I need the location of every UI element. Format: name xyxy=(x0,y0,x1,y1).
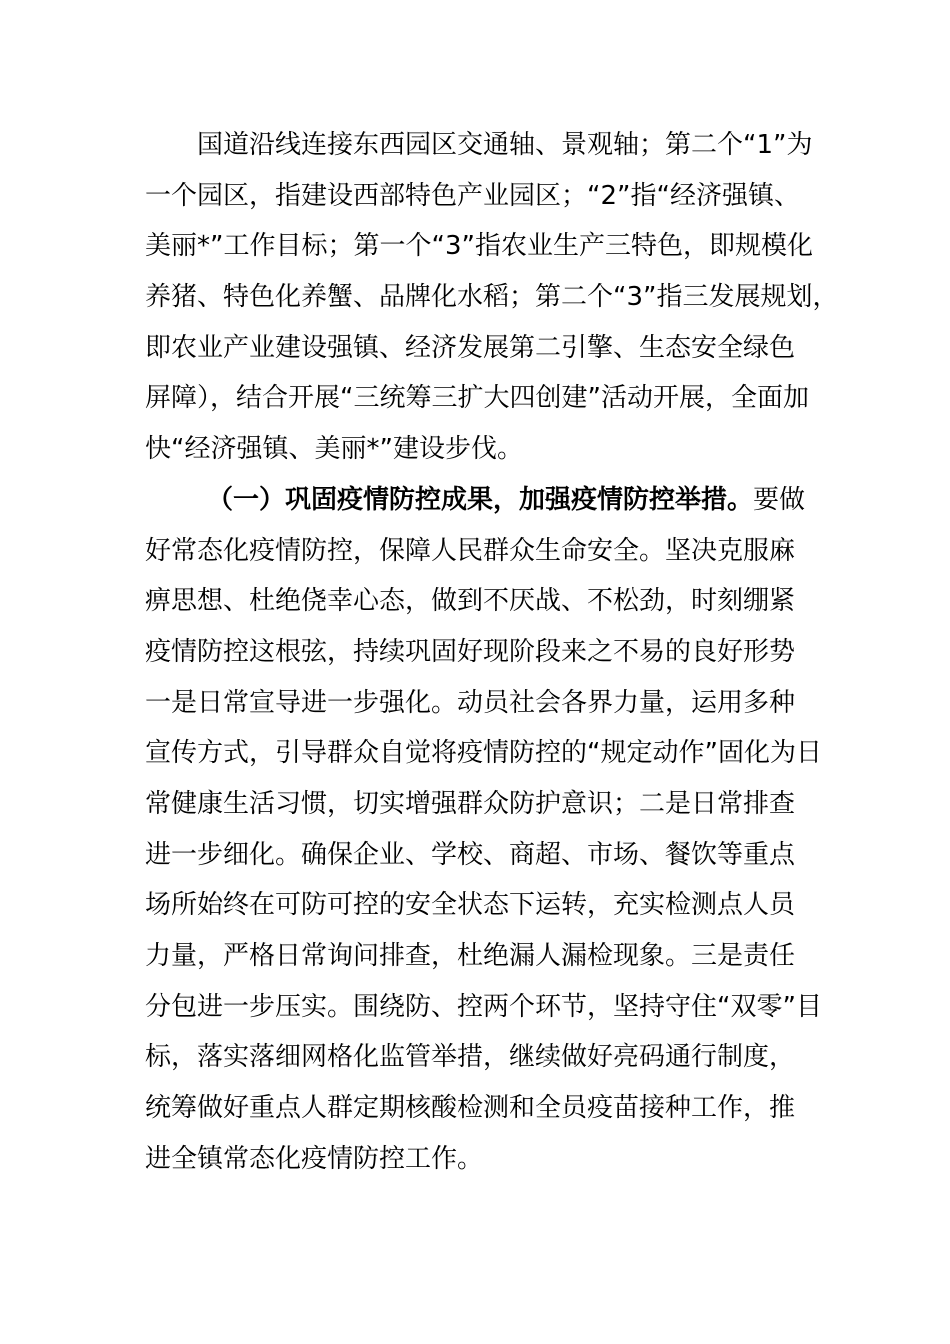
text-line: 力量，严格日常询问排查，杜绝漏人漏检现象。三是责任 xyxy=(145,941,796,971)
text-line: 即农业产业建设强镇、经济发展第二引擎、生态安全绿色 xyxy=(145,332,796,363)
text-line: 养猪、特色化养蟹、品牌化水稻；第二个“3”指三发展规划， xyxy=(145,282,839,313)
text-line: 痹思想、杜绝侥幸心态，做到不厌战、不松劲，时刻绷紧 xyxy=(145,586,796,617)
text-line xyxy=(145,475,810,526)
text-line: 进全镇常态化疫情防控工作。 xyxy=(145,1143,484,1174)
text-line: 标，落实落细网格化监管举措，继续做好亮码通行制度， xyxy=(145,1042,796,1073)
text-line: 国道沿线连接东西园区交通轴、景观轴；第二个“1”为 xyxy=(197,130,813,160)
text-line: 好常态化疫情防控，保障人民群众生命安全。坚决克服麻 xyxy=(145,535,796,566)
text-run: 要做 xyxy=(753,484,806,515)
text-line: 场所始终在可防可控的安全状态下运转，充实检测点人员 xyxy=(145,890,796,921)
document-body xyxy=(145,120,839,1184)
text-line: 统筹做好重点人群定期核酸检测和全员疫苗接种工作，推 xyxy=(145,1093,796,1124)
text-line: 进一步细化。确保企业、学校、商超、市场、餐饮等重点 xyxy=(145,839,796,870)
text-line: 宣传方式，引导群众自觉将疫情防控的“规定动作”固化为日 xyxy=(145,738,822,769)
paragraph-2 xyxy=(145,475,822,1185)
text-line: 快“经济强镇、美丽*”建设步伐。 xyxy=(145,434,523,465)
text-line: 分包进一步压实。围绕防、控两个环节，坚持守住“双零”目 xyxy=(145,991,822,1022)
text-line: 一是日常宣导进一步强化。动员社会各界力量，运用多种 xyxy=(145,687,796,718)
paragraph-1 xyxy=(145,120,839,475)
text-line: 屏障），结合开展“三统筹三扩大四创建”活动开展，全面加 xyxy=(145,383,809,414)
text-line: 一个园区，指建设西部特色产业园区；“2”指“经济强镇、 xyxy=(145,180,800,211)
section-heading: （一）巩固疫情防控成果，加强疫情防控举措。 xyxy=(207,484,754,515)
text-line: 常健康生活习惯，切实增强群众防护意识；二是日常排查 xyxy=(145,788,796,819)
text-line: 美丽*”工作目标；第一个“3”指农业生产三特色，即规模化 xyxy=(145,231,813,262)
text-line: 疫情防控这根弦，持续巩固好现阶段来之不易的良好形势 xyxy=(145,636,796,667)
